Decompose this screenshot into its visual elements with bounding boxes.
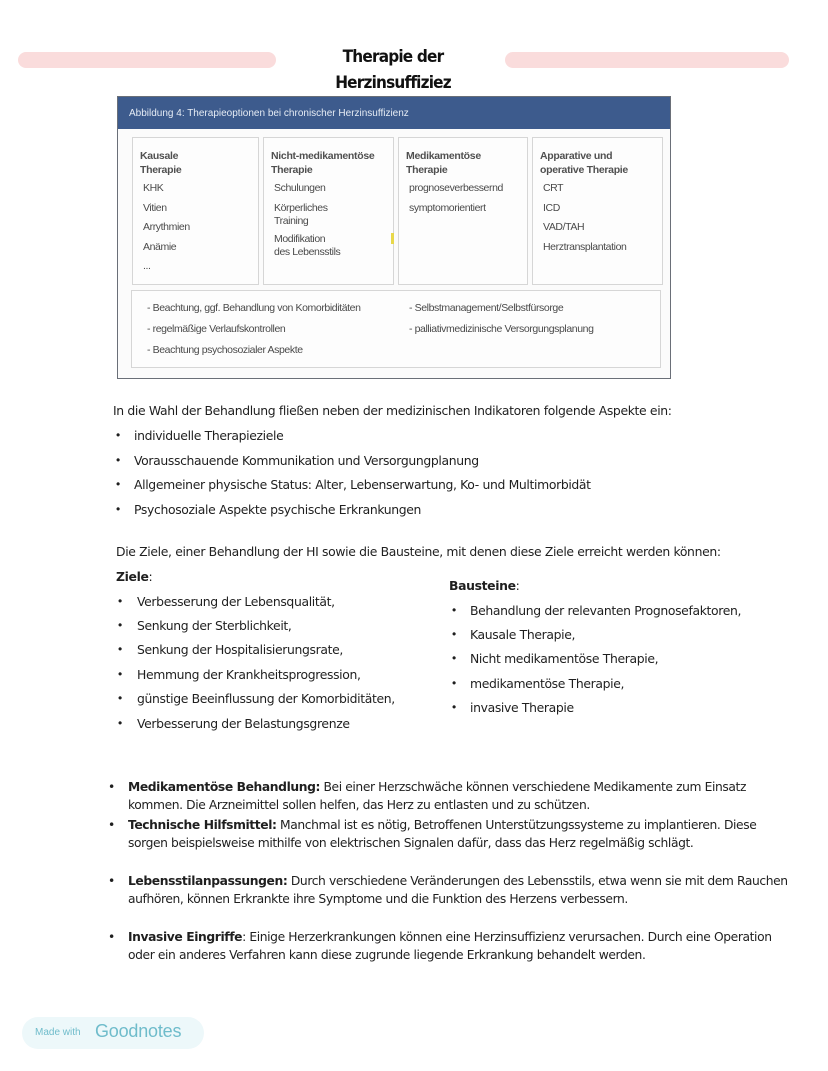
list-item: Behandlung der relevanten Prognosefaktoren,	[470, 603, 742, 618]
list-item: Allgemeiner physische Status: Alter, Lebenserwartung, Ko- und Multimorbidät	[134, 477, 591, 492]
list-item: ICD	[543, 201, 560, 214]
item-line: Modifikation	[274, 232, 326, 245]
list-item: Anämie	[143, 240, 177, 253]
list-item: Vorausschauende Kommunikation und Versorgungplanung	[134, 453, 479, 468]
bullet-icon: •	[108, 874, 115, 888]
list-item: Arrythmien	[143, 221, 190, 233]
bullet-icon: •	[116, 453, 121, 467]
list-item: Schulungen	[274, 182, 326, 194]
list-item: Nicht medikamentöse Therapie,	[470, 651, 659, 666]
item-line: des Lebensstils	[274, 245, 341, 258]
made-with-goodnotes-badge[interactable]	[22, 1017, 204, 1049]
bullet-icon: •	[452, 627, 457, 641]
bullet-icon: •	[118, 716, 123, 730]
bullet-icon: •	[118, 594, 123, 608]
bullet-icon: •	[452, 700, 457, 714]
made-with-label: Made with	[35, 1027, 81, 1038]
treatment-description: : Einige Herzerkrankungen können eine Herzinsuffizienz verursachen. Durch eine Operation oder ein anderes Verfahren kann diese zugrunde liegende Erkrankung behandelt werden.	[128, 930, 772, 962]
bullet-icon: •	[108, 930, 115, 944]
page-title: Therapie der Herzinsuffiziez	[335, 47, 451, 93]
bullet-icon: •	[108, 818, 115, 832]
treatment-description: Bei einer Herzschwäche können verschiedene Medikamente zum Einsatz kommen. Die Arzneimittel sollen helfen, das Herz zu entlasten und zu schützen.	[128, 780, 747, 812]
ziele-heading	[116, 569, 152, 584]
measure-item: - Selbstmanagement/Selbstfürsorge	[409, 302, 564, 314]
list-item: Senkung der Sterblichkeit,	[137, 618, 292, 633]
heading-line: Therapie	[406, 164, 448, 176]
list-item: günstige Beeinflussung der Komorbiditäten,	[137, 691, 395, 706]
list-item: medikamentöse Therapie,	[470, 676, 625, 691]
treatment-item-technisch	[108, 816, 788, 852]
highlighter-mark	[391, 233, 394, 244]
measure-item: - Beachtung psychosozialer Aspekte	[147, 344, 303, 356]
column-apparative-therapie	[532, 137, 663, 285]
treatment-description: Durch verschiedene Veränderungen des Lebensstils, etwa wenn sie mit dem Rauchen aufhören, können Erkrankte ihre Symptome und die Funktion des Herzens verbessern.	[128, 874, 788, 906]
heading-line: Therapie	[140, 164, 182, 176]
column-nicht-medikamentoese-therapie	[263, 137, 394, 285]
colon: :	[148, 569, 153, 584]
treatment-term: Lebensstilanpassungen:	[128, 874, 288, 888]
treatment-item-medikamentoes	[108, 778, 788, 814]
bullet-icon: •	[118, 691, 123, 705]
bullet-icon: •	[118, 618, 123, 632]
list-item: Vitien	[143, 201, 167, 214]
list-item: KHK	[143, 182, 164, 194]
treatment-description: Manchmal ist es nötig, Betroffenen Unterstützungssysteme zu implantieren. Diese sorgen beispielsweise mithilfe von elektrischen Signalen dafür, dass das Herz regelmäßig schlägt.	[128, 818, 757, 850]
list-item: Psychosoziale Aspekte psychische Erkrankungen	[134, 502, 422, 517]
bullet-icon: •	[118, 642, 123, 656]
measure-item: - Beachtung, ggf. Behandlung von Komorbiditäten	[147, 302, 361, 314]
column-heading	[140, 149, 258, 177]
item-line: Training	[274, 214, 309, 227]
list-item: Verbesserung der Lebensqualität,	[137, 594, 335, 609]
bullet-icon: •	[452, 651, 457, 665]
measure-item: - palliativmedizinische Versorgungsplanung	[409, 323, 594, 335]
heading-line: Apparative und	[540, 150, 613, 162]
decorative-highlight-left	[18, 52, 276, 68]
goodnotes-logo: Goodnotes	[95, 1021, 182, 1041]
bullet-icon: •	[108, 780, 115, 794]
aspects-intro: In die Wahl der Behandlung fließen neben der medizinischen Indikatoren folgende Aspekte ein:	[113, 403, 672, 418]
bullet-icon: •	[116, 428, 121, 442]
list-item: CRT	[543, 182, 564, 194]
ziele-label: Ziele	[116, 569, 149, 584]
bullet-icon: •	[452, 603, 457, 617]
heading-line: Medikamentöse	[406, 150, 481, 162]
treatment-item-invasiv	[108, 928, 788, 964]
column-heading	[540, 149, 662, 177]
list-item: VAD/TAH	[543, 221, 585, 233]
list-item: Hemmung der Krankheitsprogression,	[137, 667, 361, 682]
list-item: individuelle Therapieziele	[134, 428, 284, 443]
list-item: symptomorientiert	[409, 201, 486, 214]
heading-line: operative Therapie	[540, 164, 628, 176]
treatment-term: Technische Hilfsmittel:	[128, 818, 277, 832]
list-item: Verbesserung der Belastungsgrenze	[137, 716, 350, 731]
bullet-icon: •	[452, 676, 457, 690]
bullet-icon: •	[116, 477, 121, 491]
therapy-options-figure	[117, 96, 671, 379]
column-heading	[406, 149, 527, 177]
colon: :	[515, 578, 520, 593]
list-item	[271, 202, 393, 228]
general-measures-box	[131, 290, 661, 368]
item-line: Körperliches	[274, 201, 328, 214]
list-item: Senkung der Hospitalisierungsrate,	[137, 642, 344, 657]
list-item	[271, 233, 393, 259]
treatment-item-lebensstil	[108, 872, 788, 908]
bullet-icon: •	[116, 502, 121, 516]
treatment-term: Medikamentöse Behandlung:	[128, 780, 321, 794]
treatment-term: Invasive Eingriffe	[128, 930, 243, 944]
measure-item: - regelmäßige Verlaufskontrollen	[147, 323, 286, 335]
column-medikamentoese-therapie	[398, 137, 528, 285]
list-item: Kausale Therapie,	[470, 627, 576, 642]
figure-caption: Abbildung 4: Therapieoptionen bei chronischer Herzinsuffizienz	[118, 97, 670, 129]
list-item: invasive Therapie	[470, 700, 574, 715]
bausteine-heading	[449, 578, 519, 593]
title-banner	[0, 44, 828, 93]
heading-line: Kausale	[140, 150, 179, 162]
heading-line: Therapie	[271, 164, 313, 176]
list-item: ...	[143, 260, 151, 272]
column-heading	[271, 149, 393, 177]
list-item: Herztransplantation	[543, 240, 627, 253]
bullet-icon: •	[118, 667, 123, 681]
bausteine-label: Bausteine	[449, 578, 516, 593]
decorative-highlight-right	[505, 52, 789, 68]
heading-line: Nicht-medikamentöse	[271, 150, 375, 162]
goals-intro: Die Ziele, einer Behandlung der HI sowie die Bausteine, mit denen diese Ziele erreicht werden können:	[116, 544, 721, 559]
list-item: prognoseverbessernd	[409, 182, 503, 194]
column-kausale-therapie	[132, 137, 259, 285]
